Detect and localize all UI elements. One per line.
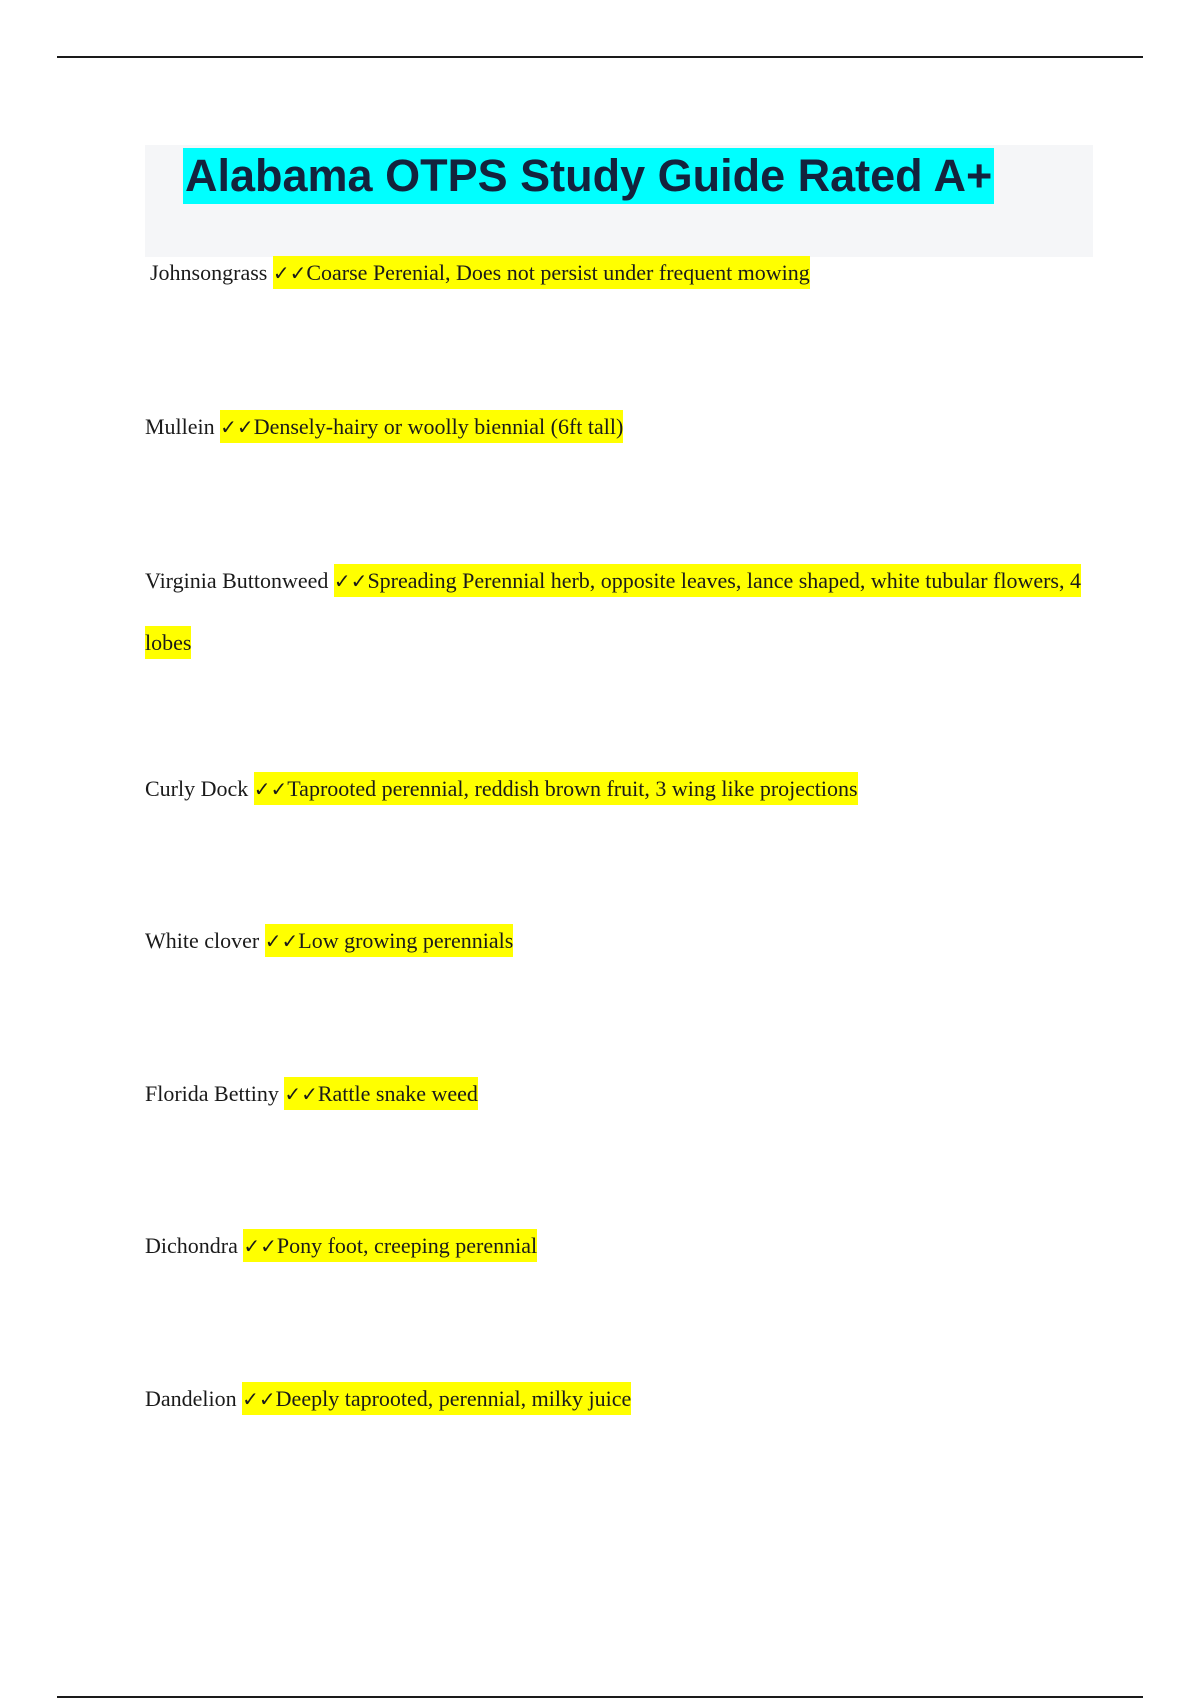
double-check-icon: ✓✓ bbox=[242, 1387, 276, 1411]
entry-definition: Deeply taprooted, perennial, milky juice bbox=[275, 1386, 632, 1411]
entry-term: Dandelion bbox=[145, 1386, 237, 1411]
entry-florida-bettiny bbox=[145, 1063, 1085, 1125]
entry-dichondra bbox=[145, 1215, 1085, 1277]
entry-definition: Densely-hairy or woolly biennial (6ft tall) bbox=[253, 414, 624, 439]
entry-virginia-buttonweed bbox=[145, 550, 1085, 673]
entry-term: Dichondra bbox=[145, 1233, 238, 1258]
entry-definition-highlight bbox=[243, 1229, 537, 1262]
document-title: Alabama OTPS Study Guide Rated A+ bbox=[183, 148, 994, 204]
double-check-icon: ✓✓ bbox=[253, 777, 288, 801]
entry-term: Mullein bbox=[145, 414, 215, 439]
entry-mullein bbox=[145, 396, 1085, 458]
entry-term: Virginia Buttonweed bbox=[145, 568, 329, 593]
entry-definition-highlight bbox=[284, 1077, 478, 1110]
entry-curly-dock bbox=[145, 758, 1085, 820]
header-rule bbox=[57, 56, 1143, 58]
footer-rule bbox=[57, 1696, 1143, 1698]
double-check-icon: ✓✓ bbox=[272, 261, 307, 285]
double-check-icon: ✓✓ bbox=[264, 929, 299, 953]
entry-term: Florida Bettiny bbox=[145, 1081, 279, 1106]
entry-white-clover bbox=[145, 910, 1085, 972]
entry-definition-highlight bbox=[265, 924, 514, 957]
entry-definition: Rattle snake weed bbox=[317, 1081, 478, 1106]
entry-definition-highlight bbox=[273, 256, 810, 289]
double-check-icon: ✓✓ bbox=[284, 1082, 318, 1106]
entry-definition: Spreading Perennial herb, opposite leaves, lance shaped, white tubular flowers, 4 lobes bbox=[145, 568, 1081, 655]
entry-definition: Low growing perennials bbox=[298, 928, 514, 953]
entry-term: White clover bbox=[145, 928, 260, 953]
entry-johnsongrass bbox=[150, 242, 1090, 304]
double-check-icon: ✓✓ bbox=[220, 415, 254, 439]
entry-definition: Pony foot, creeping perennial bbox=[276, 1233, 538, 1258]
entry-definition-highlight bbox=[254, 772, 858, 805]
double-check-icon: ✓✓ bbox=[333, 569, 368, 593]
entry-dandelion bbox=[145, 1368, 1085, 1430]
entry-definition: Taprooted perennial, reddish brown fruit, 3 wing like projections bbox=[287, 776, 858, 801]
entry-definition: Coarse Perenial, Does not persist under frequent mowing bbox=[306, 260, 810, 285]
entry-term: Johnsongrass bbox=[150, 260, 268, 285]
entry-term: Curly Dock bbox=[145, 776, 249, 801]
entry-definition-highlight bbox=[242, 1382, 631, 1415]
double-check-icon: ✓✓ bbox=[243, 1234, 277, 1258]
entry-definition-highlight bbox=[220, 410, 623, 443]
